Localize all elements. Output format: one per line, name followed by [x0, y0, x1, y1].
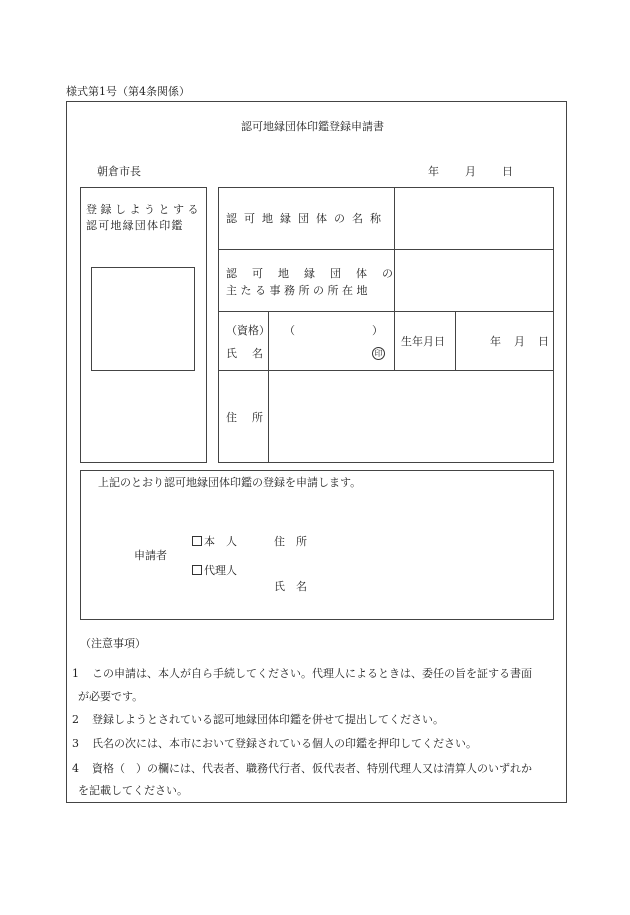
form-title: 認可地縁団体印鑑登録申請書	[241, 120, 384, 133]
applicant-name-field[interactable]	[320, 577, 540, 593]
representative-address-label: 住 所	[226, 411, 265, 424]
applicant-label: 申請者	[134, 549, 167, 562]
birth-day: 日	[538, 335, 549, 348]
addressee: 朝倉市長	[97, 165, 141, 178]
representative-address-field[interactable]	[270, 372, 552, 461]
seal-mark-icon: 印	[372, 347, 385, 360]
seal-box-line1: 登録しようとする	[86, 203, 202, 216]
note-1-line2: が必要です。	[78, 690, 144, 703]
qualification-field[interactable]	[296, 322, 368, 338]
note-2-number: 2	[72, 713, 79, 726]
applicant-address-label: 住 所	[274, 535, 307, 548]
row-divider-1	[218, 249, 554, 250]
office-label-line2: 主たる事務所の所在地	[226, 284, 371, 297]
notes-heading: （注意事項）	[80, 637, 146, 650]
group-name-field[interactable]	[396, 189, 552, 248]
date-year: 年	[428, 165, 439, 178]
checkbox-icon	[192, 565, 202, 575]
application-statement: 上記のとおり認可地縁団体印鑑の登録を申請します。	[98, 476, 362, 489]
birthdate-label: 生年月日	[401, 335, 445, 348]
option-self-checkbox[interactable]	[192, 535, 237, 548]
applicant-name-label: 氏 名	[274, 580, 307, 593]
option-self-label: 本 人	[204, 535, 237, 548]
office-label-line1: 認可地縁団体の	[226, 267, 408, 280]
option-agent-label: 代理人	[204, 564, 237, 577]
note-4-number: 4	[72, 762, 79, 775]
birth-month: 月	[514, 335, 525, 348]
note-3-line1: 氏名の次には、本市において登録されている個人の印鑑を押印してください。	[92, 737, 477, 750]
representative-name-label: 氏 名	[226, 347, 265, 360]
note-4-line1: 資格（ ）の欄には、代表者、職務代行者、仮代表者、特別代理人又は清算人のいずれか	[92, 762, 532, 775]
qualification-paren-open: （	[284, 324, 295, 337]
seal-box-line2: 認可地縁団体印鑑	[86, 219, 184, 232]
note-3-number: 3	[72, 737, 79, 750]
qualification-label: （資格）	[226, 324, 270, 337]
note-1-number: 1	[72, 667, 79, 680]
note-4-line2: を記載してください。	[78, 784, 188, 797]
form-number: 様式第1号（第4条関係）	[66, 85, 190, 98]
applicant-address-field[interactable]	[320, 532, 540, 548]
checkbox-icon	[192, 536, 202, 546]
birthdate-col-divider	[455, 311, 456, 371]
representative-name-field[interactable]	[270, 344, 366, 360]
office-address-field[interactable]	[396, 251, 552, 310]
group-name-label: 認可地縁団体の名称	[226, 212, 388, 225]
date-month: 月	[465, 165, 476, 178]
seal-impression-area[interactable]	[91, 267, 195, 371]
option-agent-checkbox[interactable]	[192, 564, 237, 577]
qualification-paren-close: ）	[372, 324, 383, 337]
date-day: 日	[502, 165, 513, 178]
note-2-line1: 登録しようとされている認可地縁団体印鑑を併せて提出してください。	[92, 713, 444, 726]
note-1-line1: この申請は、本人が自ら手続してください。代理人によるときは、委任の旨を証する書面	[92, 667, 532, 680]
birth-year: 年	[490, 335, 501, 348]
